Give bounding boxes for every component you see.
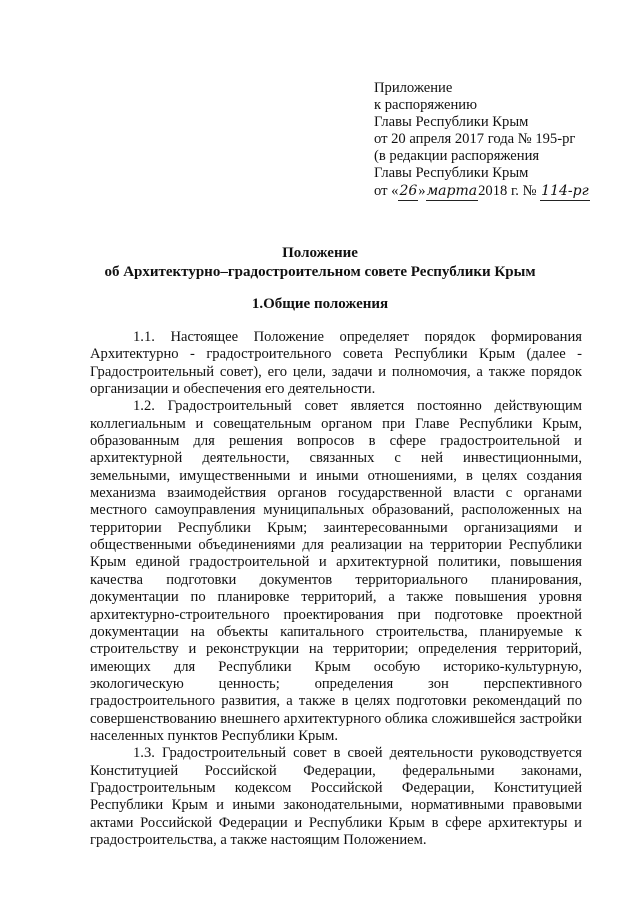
date-year: 2018 г. № (478, 182, 537, 199)
section-title: 1.Общие положения (251, 296, 389, 312)
document-title-block (60, 244, 580, 282)
date-quote: » (418, 182, 426, 199)
date-prefix: от « (374, 182, 399, 199)
appendix-header (374, 80, 624, 201)
handwritten-day: 26 (398, 183, 418, 201)
paragraph-1-1: 1.1. Настоящее Положение определяет порядок формирования Архитектурно - градостроительного совета Республики Крым (далее - Градостроительный совет), его цели, задачи и полномочия, а также порядок организации и обеспечения его деятельности. (90, 329, 582, 398)
appendix-line: Главы Республики Крым (374, 165, 529, 182)
handwritten-month: марта (426, 183, 479, 201)
document-title: Положение (282, 245, 358, 261)
appendix-line: (в редакции распоряжения (374, 148, 540, 165)
appendix-line: от 20 апреля 2017 года № 195-рг (374, 131, 576, 148)
document-subtitle: об Архитектурно–градостроительном совете Республики Крым (104, 264, 536, 280)
paragraph-1-3: 1.3. Градостроительный совет в своей деятельности руководствуется Конституцией Российской Федерации, федеральными законами, Градостроительным кодексом Российской Федерации, Конституцией Республики Крым и иными законодательными, нормативными правовыми актами Российской Федерации и Республики Крым в сфере архитектуры и градостроительства, а также настоящим Положением. (90, 745, 582, 848)
appendix-line: Главы Республики Крым (374, 114, 529, 131)
appendix-line: к распоряжению (374, 97, 477, 114)
appendix-line: Приложение (374, 80, 453, 96)
paragraph-1-2: 1.2. Градостроительный совет является постоянно действующим коллегиальным и совещательным органом при Главе Республики Крым, образованным для решения вопросов в сфере градостроительной и архитектурной деятельности, связанных с ней инвестиционными, земельными, имущественными и иными отношениями, в целях создания механизма взаимодействия органов государственной власти с органами местного самоуправления муниципальных образований, расположенных на территории Республики Крым; заинтересованными организациями и общественными объединениями для реализации на территории Республики Крым единой градостроительной и архитектурной политики, повышения качества подготовки документов территориального планирования, документации по планировке территорий, а также повышения уровня архитектурно-строительного проектирования при подготовке проектной документации на объекты капитального строительства, планируемые к строительству и реконструкции на территории; определения территорий, имеющих для Республики Крым особую историко-культурную, экологическую ценность; определения зон перспективного градостроительного развития, а также в целях подготовки рекомендаций по совершенствованию внешнего архитектурного облика сложившейся застройки населенных пунктов Республики Крым. (90, 398, 582, 744)
document-body (90, 329, 582, 849)
handwritten-number: 114-рг (540, 183, 590, 201)
appendix-date-line (374, 183, 624, 201)
